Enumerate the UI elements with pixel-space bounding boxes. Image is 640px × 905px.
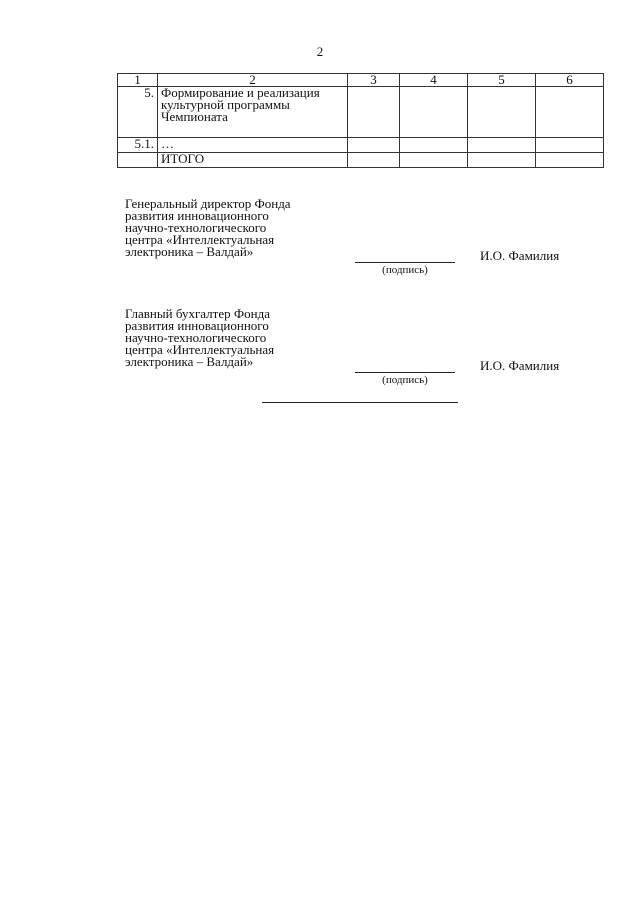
column-header: 5 bbox=[468, 74, 536, 87]
signature-caption: (подпись) bbox=[382, 374, 428, 386]
column-header: 3 bbox=[348, 74, 400, 87]
signature-block-accountant bbox=[125, 306, 605, 386]
row-name: Формирование и реализация культурной программы Чемпионата bbox=[158, 87, 348, 138]
page-number: 2 bbox=[316, 44, 324, 59]
title-line: Генеральный директор Фонда bbox=[125, 196, 291, 211]
table-cell bbox=[536, 138, 604, 153]
table-cell bbox=[400, 138, 468, 153]
title-line: научно-технологического bbox=[125, 330, 267, 345]
signature-line bbox=[355, 262, 455, 263]
table-row bbox=[118, 87, 604, 138]
title-line: электроника – Валдай» bbox=[125, 354, 254, 369]
signature-block-director bbox=[125, 196, 605, 276]
row-name: ИТОГО bbox=[158, 153, 348, 168]
title-line: Главный бухгалтер Фонда bbox=[125, 306, 270, 321]
column-header: 2 bbox=[158, 74, 348, 87]
table-cell bbox=[348, 153, 400, 168]
signatory-name: И.О. Фамилия bbox=[480, 358, 560, 373]
column-header: 4 bbox=[400, 74, 468, 87]
row-number: 5. bbox=[118, 87, 158, 138]
title-line: научно-технологического bbox=[125, 220, 267, 235]
column-header: 1 bbox=[118, 74, 158, 87]
row-number bbox=[118, 153, 158, 168]
table-cell bbox=[536, 87, 604, 138]
table-cell bbox=[400, 153, 468, 168]
signatory-name: И.О. Фамилия bbox=[480, 248, 560, 263]
table-cell bbox=[348, 87, 400, 138]
title-line: центра «Интеллектуальная bbox=[125, 342, 275, 357]
title-line: центра «Интеллектуальная bbox=[125, 232, 275, 247]
table-row-total bbox=[118, 153, 604, 168]
signatory-title bbox=[125, 198, 325, 258]
column-header: 6 bbox=[536, 74, 604, 87]
table-cell bbox=[468, 153, 536, 168]
signature-line bbox=[355, 372, 455, 373]
signature-caption: (подпись) bbox=[382, 264, 428, 276]
table-cell bbox=[536, 153, 604, 168]
title-line: электроника – Валдай» bbox=[125, 244, 254, 259]
table-cell bbox=[468, 138, 536, 153]
signatory-title bbox=[125, 308, 325, 368]
end-divider bbox=[262, 402, 458, 403]
table-cell bbox=[348, 138, 400, 153]
table-cell bbox=[400, 87, 468, 138]
row-name: … bbox=[158, 138, 348, 153]
row-number: 5.1. bbox=[118, 138, 158, 153]
title-line: развития инновационного bbox=[125, 208, 269, 223]
table-cell bbox=[468, 87, 536, 138]
title-line: развития инновационного bbox=[125, 318, 269, 333]
budget-table bbox=[117, 73, 604, 168]
